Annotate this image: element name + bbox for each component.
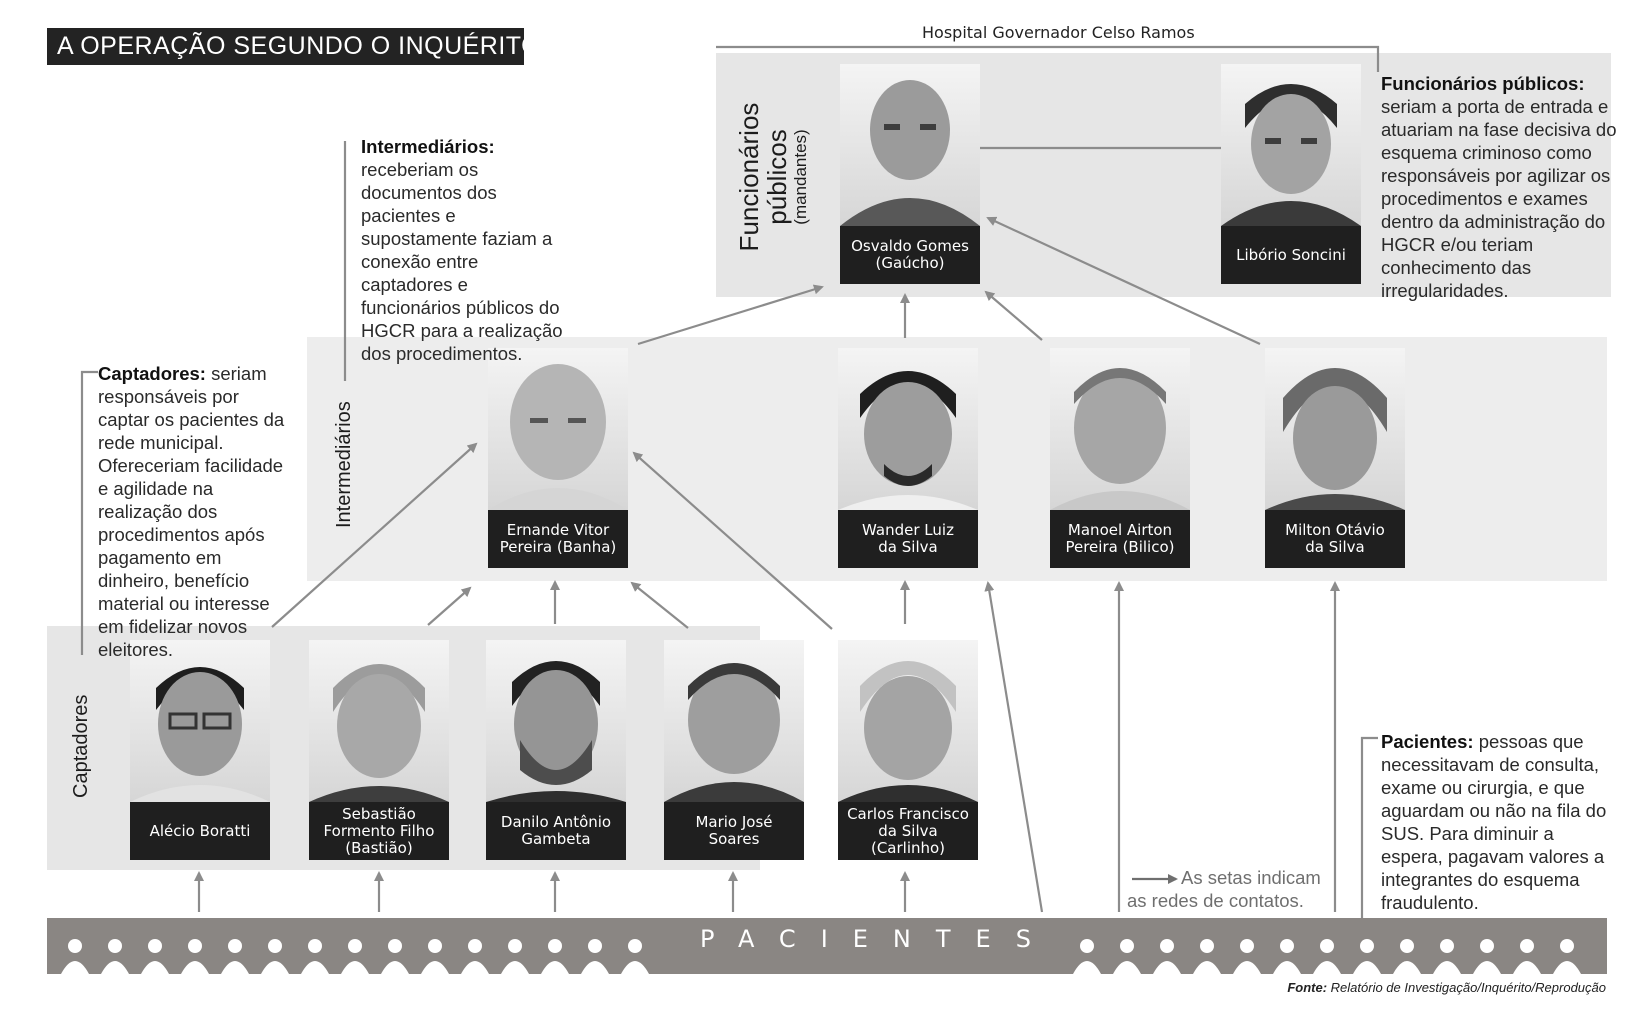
source-credit: Fonte: Relatório de Investigação/Inquérito/Reprodução: [1287, 980, 1606, 995]
patient-icon: [1353, 939, 1381, 974]
photo-wander: [838, 348, 978, 510]
patient-icon: [301, 939, 329, 974]
photo-milton: [1265, 348, 1405, 510]
photo-manoel: [1050, 348, 1190, 510]
desc-captadores: Captadores: seriam responsáveis por captar os pacientes da rede municipal. Ofereceriam facilidade e agilidade na realização dos procedimentos após pagamento em dinheiro, benefício material ou interesse em fidelizar novos eleitores.: [98, 363, 285, 660]
patient-icon: [221, 939, 249, 974]
captadores-tier-label: Captadores: [70, 694, 92, 798]
name-milton: Milton Otávio da Silva: [1265, 510, 1405, 568]
arrow-carlos-ernande: [634, 453, 832, 629]
patient-icon: [541, 939, 569, 974]
patient-icon: [1473, 939, 1501, 974]
patient-icon: [1193, 939, 1221, 974]
photo-carlos: [838, 640, 978, 802]
desc-intermediarios: Intermediários: receberiam os documentos dos pacientes e supostamente faziam a conexão entre captadores e funcionários públicos do HGCR para a realização dos procedimentos.: [361, 136, 563, 364]
patient-icon: [621, 939, 649, 974]
photo-osvaldo: [840, 64, 980, 226]
patient-icon: [141, 939, 169, 974]
photo-liborio: [1221, 64, 1361, 226]
patient-icon: [1233, 939, 1261, 974]
hospital-label: Hospital Governador Celso Ramos: [922, 23, 1195, 42]
patient-icon: [181, 939, 209, 974]
patient-icon: [1113, 939, 1141, 974]
arrow-pac-wander: [988, 583, 1042, 912]
name-alecio: Alécio Boratti: [130, 802, 270, 860]
patient-icon: [261, 939, 289, 974]
photo-ernande: [488, 348, 628, 510]
patient-icon: [1273, 939, 1301, 974]
patient-icon: [1073, 939, 1101, 974]
funcionarios-tier-label: Funcionários públicos (mandantes): [734, 102, 810, 252]
arrows-legend: As setas indicam as redes de contatos.: [1127, 867, 1321, 911]
name-manoel: Manoel Airton Pereira (Bilico): [1050, 510, 1190, 568]
desc-pacientes: Pacientes: pessoas que necessitavam de consulta, exame ou cirurgia, e que aguardam ou não na fila do SUS. Para diminuir a espera, pagavam valores a integrantes do esquema fraudulento.: [1381, 731, 1607, 913]
intermediarios-tier-label: Intermediários: [333, 401, 355, 528]
page-title: A OPERAÇÃO SEGUNDO O INQUÉRITO: [47, 28, 524, 65]
arrow-manoel-osvaldo: [986, 292, 1042, 340]
patient-icon: [381, 939, 409, 974]
arrow-sebastiao-ernande: [428, 588, 470, 625]
name-ernande: Ernande Vitor Pereira (Banha): [488, 510, 628, 568]
patient-icon: [1513, 939, 1541, 974]
name-mario: Mario José Soares: [664, 802, 804, 860]
desc-funcionarios: Funcionários públicos: seriam a porta de entrada e atuariam na fase decisiva do esquema criminoso como responsáveis por agilizar os procedimentos e exames dentro da administração do HGCR e/ou teriam conhecimento das irregularidades.: [1381, 73, 1617, 301]
patient-icon: [461, 939, 489, 974]
patient-icon: [341, 939, 369, 974]
patient-icon: [501, 939, 529, 974]
patient-icon: [1553, 939, 1581, 974]
name-sebastiao: Sebastião Formento Filho (Bastião): [309, 802, 449, 860]
patient-icon: [61, 939, 89, 974]
name-osvaldo: Osvaldo Gomes (Gaúcho): [840, 226, 980, 284]
patient-icon: [101, 939, 129, 974]
name-wander: Wander Luiz da Silva: [838, 510, 978, 568]
name-danilo: Danilo Antônio Gambeta: [486, 802, 626, 860]
photo-mario: [664, 640, 804, 802]
patient-icon: [1433, 939, 1461, 974]
patient-icon: [1393, 939, 1421, 974]
patient-icon: [581, 939, 609, 974]
name-carlos: Carlos Francisco da Silva (Carlinho): [838, 802, 978, 860]
patient-icon: [1313, 939, 1341, 974]
patient-icon: [1153, 939, 1181, 974]
photo-danilo: [486, 640, 626, 802]
photo-sebastiao: [309, 640, 449, 802]
pacientes-label: PACIENTES: [700, 925, 1056, 953]
arrow-mario-ernande: [632, 583, 688, 628]
arrow-milton-osvaldo: [988, 218, 1260, 344]
photo-alecio: [130, 640, 270, 802]
name-liborio: Libório Soncini: [1221, 226, 1361, 284]
patient-icon: [421, 939, 449, 974]
